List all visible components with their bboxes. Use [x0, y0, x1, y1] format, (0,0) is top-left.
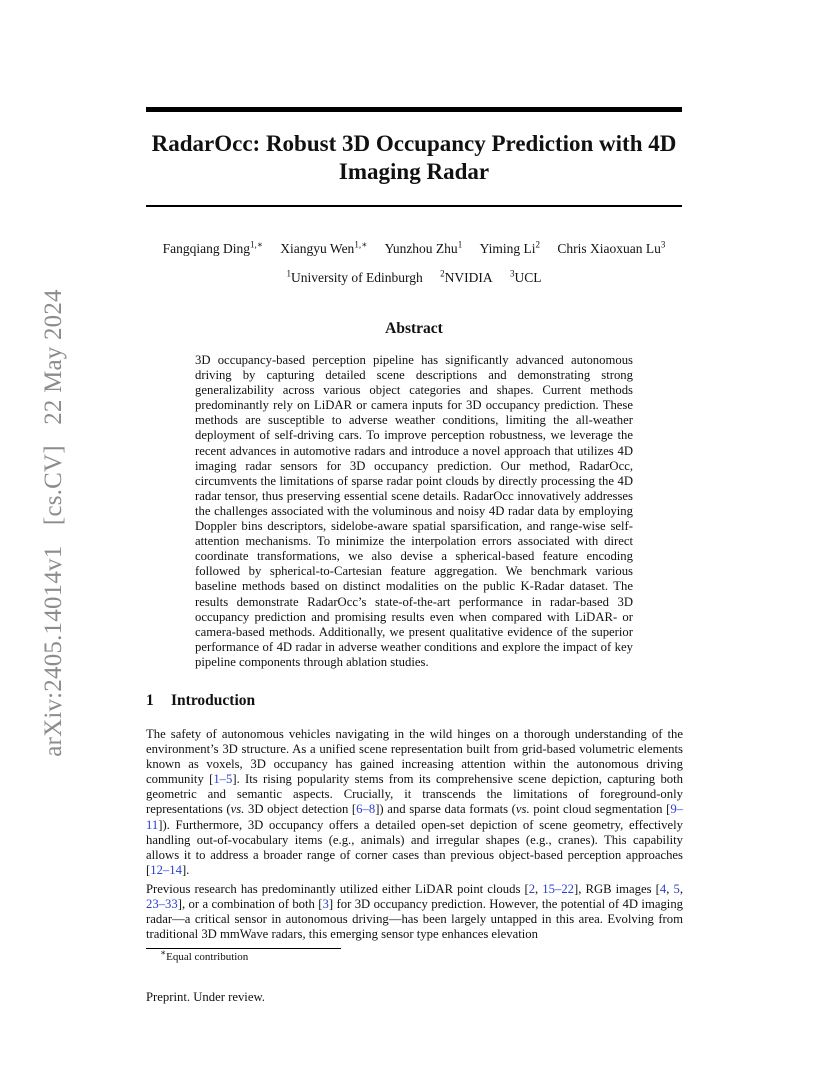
citation-link[interactable]: 15–22 [542, 882, 575, 896]
paper-title: RadarOcc: Robust 3D Occupancy Prediction with 4D Imaging Radar [151, 131, 677, 184]
author: Yunzhou Zhu$^1$ [384, 239, 463, 256]
citation-link[interactable]: 3 [322, 897, 329, 912]
citation-link[interactable]: 9–11 [146, 802, 683, 832]
author: Fangqiang Ding$^{1,∗}$ [162, 239, 263, 256]
citation-link[interactable]: 12–14 [150, 862, 182, 877]
citation-link[interactable]: 2 [528, 882, 536, 896]
citation-link[interactable]: 23–33 [146, 897, 178, 912]
author-list [146, 240, 682, 258]
author: Chris Xiaoxuan Lu$^3$ [557, 239, 666, 256]
abstract-heading: Abstract [385, 320, 443, 337]
author: Yiming Li$^2$ [479, 239, 540, 256]
citation-link[interactable]: 6–8 [356, 802, 376, 817]
arxiv-category: [cs.CV] [40, 445, 67, 526]
citation-link[interactable]: 4 [659, 882, 667, 896]
affiliation-list [146, 269, 682, 287]
author: Xiangyu Wen$^{1,∗}$ [280, 239, 368, 256]
section-heading [146, 692, 255, 710]
citation-link[interactable]: 5 [673, 882, 680, 896]
intro-paragraph-1: The safety of autonomous vehicles navigating in the wild hinges on a thorough understanding of the environment’s 3D structure. As a unified scene representation built from grid-based volumetric elements known as voxels, 3D occupancy has gained increasing attention within the autonomous driving community [1–5]. Its rising popularity stems from its comprehensive scene depiction, capturing both geometric and semantic aspects. Crucially, it transcends the limitations of foreground-only representations (vs. 3D object detection [6–8]) and sparse data formats (vs. point cloud segmentation [9–11]). Furthermore, 3D occupancy offers a detailed open-set depiction of scene geometry, effectively handling out-of-vocabulary items (e.g., animals) and irregular shapes (e.g., cranes). This capability allows it to address a broader range of corner cases than previous object-based perception approaches [12–14]. [146, 727, 683, 877]
arxiv-identifier-stamp [40, 275, 68, 757]
intro-paragraph-2: Previous research has predominantly utilized either LiDAR point clouds [2, 15–22], RGB images [4, 5, 23–33], or a combination of both [3] for 3D occupancy prediction. However, the potential of 4D imaging radar—a critical sensor in autonomous driving—has been largely untapped in this area. Evolving from traditional 3D mmWave radars, this emerging sensor type enhances elevation [146, 882, 684, 942]
arxiv-date: 22 May 2024 [40, 289, 67, 425]
title-top-rule [146, 107, 682, 112]
page-footer: Preprint. Under review. [146, 990, 265, 1004]
affiliation: $^3$UCL [510, 268, 542, 285]
title-bottom-rule [146, 205, 682, 207]
affiliation: $^2$NVIDIA [440, 268, 493, 285]
section-number: 1 [146, 692, 154, 709]
footnote: ∗Equal contribution [160, 947, 249, 963]
footnote-rule [146, 948, 341, 949]
citation-link[interactable]: 1–5 [213, 772, 233, 787]
affiliation: $^1$University of Edinburgh [286, 268, 423, 285]
section-title: Introduction [171, 692, 256, 709]
arxiv-id: arXiv:2405.14014v1 [40, 545, 67, 757]
abstract-body: 3D occupancy-based perception pipeline has significantly advanced autonomous driving by capturing detailed scene descriptions and demonstrating strong generalizability across various object categories and shapes. Current methods predominantly rely on LiDAR or camera inputs for 3D occupancy prediction. These methods are susceptible to adverse weather conditions, limiting the all-weather deployment of self-driving cars. To improve perception robustness, we leverage the recent advances in automotive radars and introduce a novel approach that utilizes 4D imaging radar sensors for 3D occupancy prediction. Our method, RadarOcc, circumvents the limitations of sparse radar point clouds by directly processing the 4D radar tensor, thus preserving essential scene details. RadarOcc innovatively addresses the challenges associated with the voluminous and noisy 4D radar data by employing Doppler bins descriptors, sidelobe-aware spatial sparsification, and range-wise self-attention mechanisms. To minimize the interpolation errors associated with direct coordinate transformations, we also devise a spherical-based feature encoding followed by spherical-to-Cartesian feature aggregation. We benchmark various baseline methods based on distinct modalities on the public K-Radar dataset. The results demonstrate RadarOcc’s state-of-the-art performance in radar-based 3D occupancy prediction and promising results even when compared with LiDAR- or camera-based methods. Additionally, we present qualitative evidence of the superior performance of 4D radar in adverse weather conditions and explore the impact of key pipeline components through ablation studies. [195, 353, 633, 669]
